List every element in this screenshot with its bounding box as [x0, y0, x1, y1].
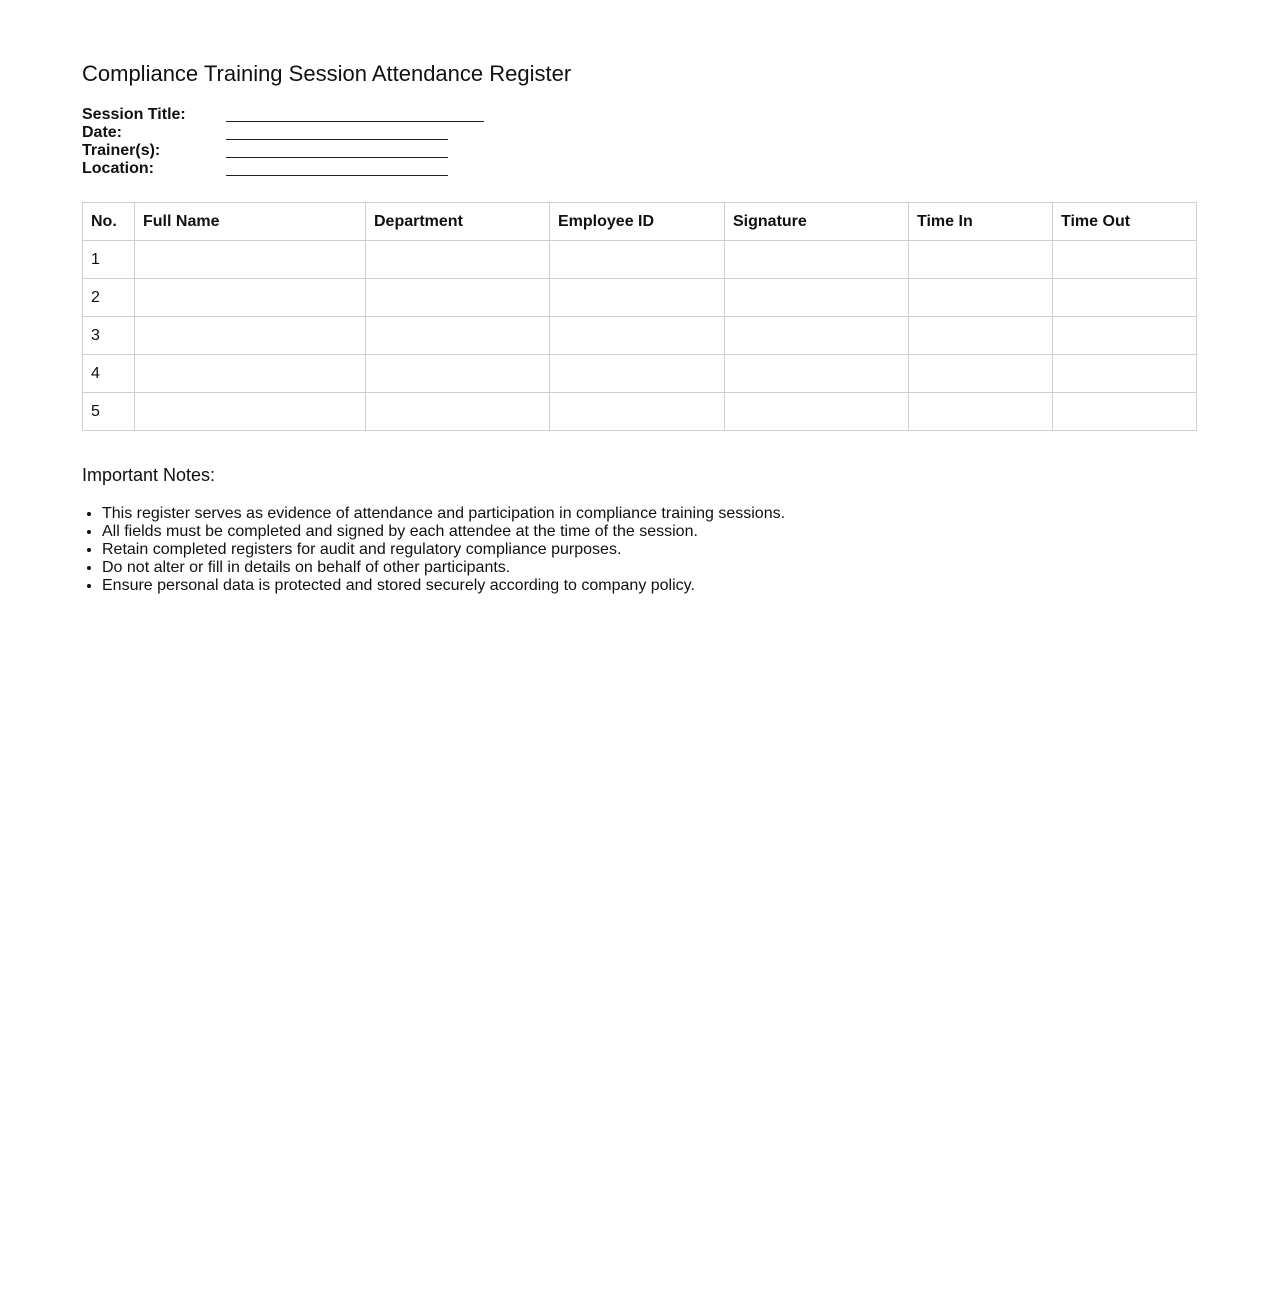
cell-department[interactable]: [366, 317, 550, 355]
cell-time-in[interactable]: [909, 317, 1053, 355]
table-row: [83, 279, 1197, 317]
table-header-row: [83, 203, 1197, 241]
cell-signature[interactable]: [725, 317, 909, 355]
header-employee-id: Employee ID: [550, 203, 725, 241]
cell-department[interactable]: [366, 279, 550, 317]
date-label: Date:: [82, 124, 123, 141]
header-department: Department: [366, 203, 550, 241]
document-title: Compliance Training Session Attendance Register: [82, 61, 572, 86]
cell-time-in[interactable]: [909, 241, 1053, 279]
cell-time-out[interactable]: [1053, 393, 1197, 431]
header-signature: Signature: [725, 203, 909, 241]
trainers-label: Trainer(s):: [82, 142, 161, 159]
session-title-row: [82, 106, 1196, 124]
cell-employee-id[interactable]: [550, 317, 725, 355]
date-row: [82, 124, 1196, 142]
attendance-register-page: [0, 0, 1278, 595]
cell-employee-id[interactable]: [550, 355, 725, 393]
session-title-label: Session Title:: [82, 106, 186, 123]
cell-full-name[interactable]: [135, 279, 366, 317]
session-title-line: [226, 110, 484, 122]
cell-signature[interactable]: [725, 241, 909, 279]
trainers-row: [82, 142, 1196, 160]
table-row: [83, 317, 1197, 355]
table-row: [83, 241, 1197, 279]
cell-signature[interactable]: [725, 355, 909, 393]
location-label: Location:: [82, 160, 154, 177]
cell-no: 3: [83, 317, 135, 355]
header-full-name: Full Name: [135, 203, 366, 241]
cell-time-out[interactable]: [1053, 279, 1197, 317]
list-item: • Retain completed registers for audit and regulatory compliance purposes.: [102, 541, 1196, 559]
cell-no: 5: [83, 393, 135, 431]
list-item: • Do not alter or fill in details on behalf of other participants.: [102, 559, 1196, 577]
trainers-line: [226, 146, 448, 158]
session-info-block: [82, 106, 1196, 178]
cell-employee-id[interactable]: [550, 241, 725, 279]
header-time-in: Time In: [909, 203, 1053, 241]
cell-signature[interactable]: [725, 393, 909, 431]
attendance-table: [82, 202, 1197, 431]
cell-time-out[interactable]: [1053, 241, 1197, 279]
cell-signature[interactable]: [725, 279, 909, 317]
cell-no: 4: [83, 355, 135, 393]
cell-time-out[interactable]: [1053, 355, 1197, 393]
cell-time-in[interactable]: [909, 393, 1053, 431]
cell-full-name[interactable]: [135, 355, 366, 393]
cell-department[interactable]: [366, 393, 550, 431]
cell-full-name[interactable]: [135, 393, 366, 431]
notes-list: [82, 505, 1196, 595]
cell-no: 2: [83, 279, 135, 317]
table-row: [83, 393, 1197, 431]
cell-full-name[interactable]: [135, 317, 366, 355]
list-item: • All fields must be completed and signed by each attendee at the time of the session.: [102, 523, 1196, 541]
list-item: • This register serves as evidence of attendance and participation in compliance training sessions.: [102, 505, 1196, 523]
header-no: No.: [83, 203, 135, 241]
notes-title: Important Notes:: [82, 465, 216, 485]
cell-no: 1: [83, 241, 135, 279]
cell-time-in[interactable]: [909, 355, 1053, 393]
cell-time-in[interactable]: [909, 279, 1053, 317]
table-row: [83, 355, 1197, 393]
cell-employee-id[interactable]: [550, 279, 725, 317]
cell-time-out[interactable]: [1053, 317, 1197, 355]
cell-department[interactable]: [366, 241, 550, 279]
cell-department[interactable]: [366, 355, 550, 393]
header-time-out: Time Out: [1053, 203, 1197, 241]
list-item: • Ensure personal data is protected and stored securely according to company policy.: [102, 577, 1196, 595]
location-row: [82, 160, 1196, 178]
cell-employee-id[interactable]: [550, 393, 725, 431]
date-line: [226, 128, 448, 140]
cell-full-name[interactable]: [135, 241, 366, 279]
location-line: [226, 164, 448, 176]
